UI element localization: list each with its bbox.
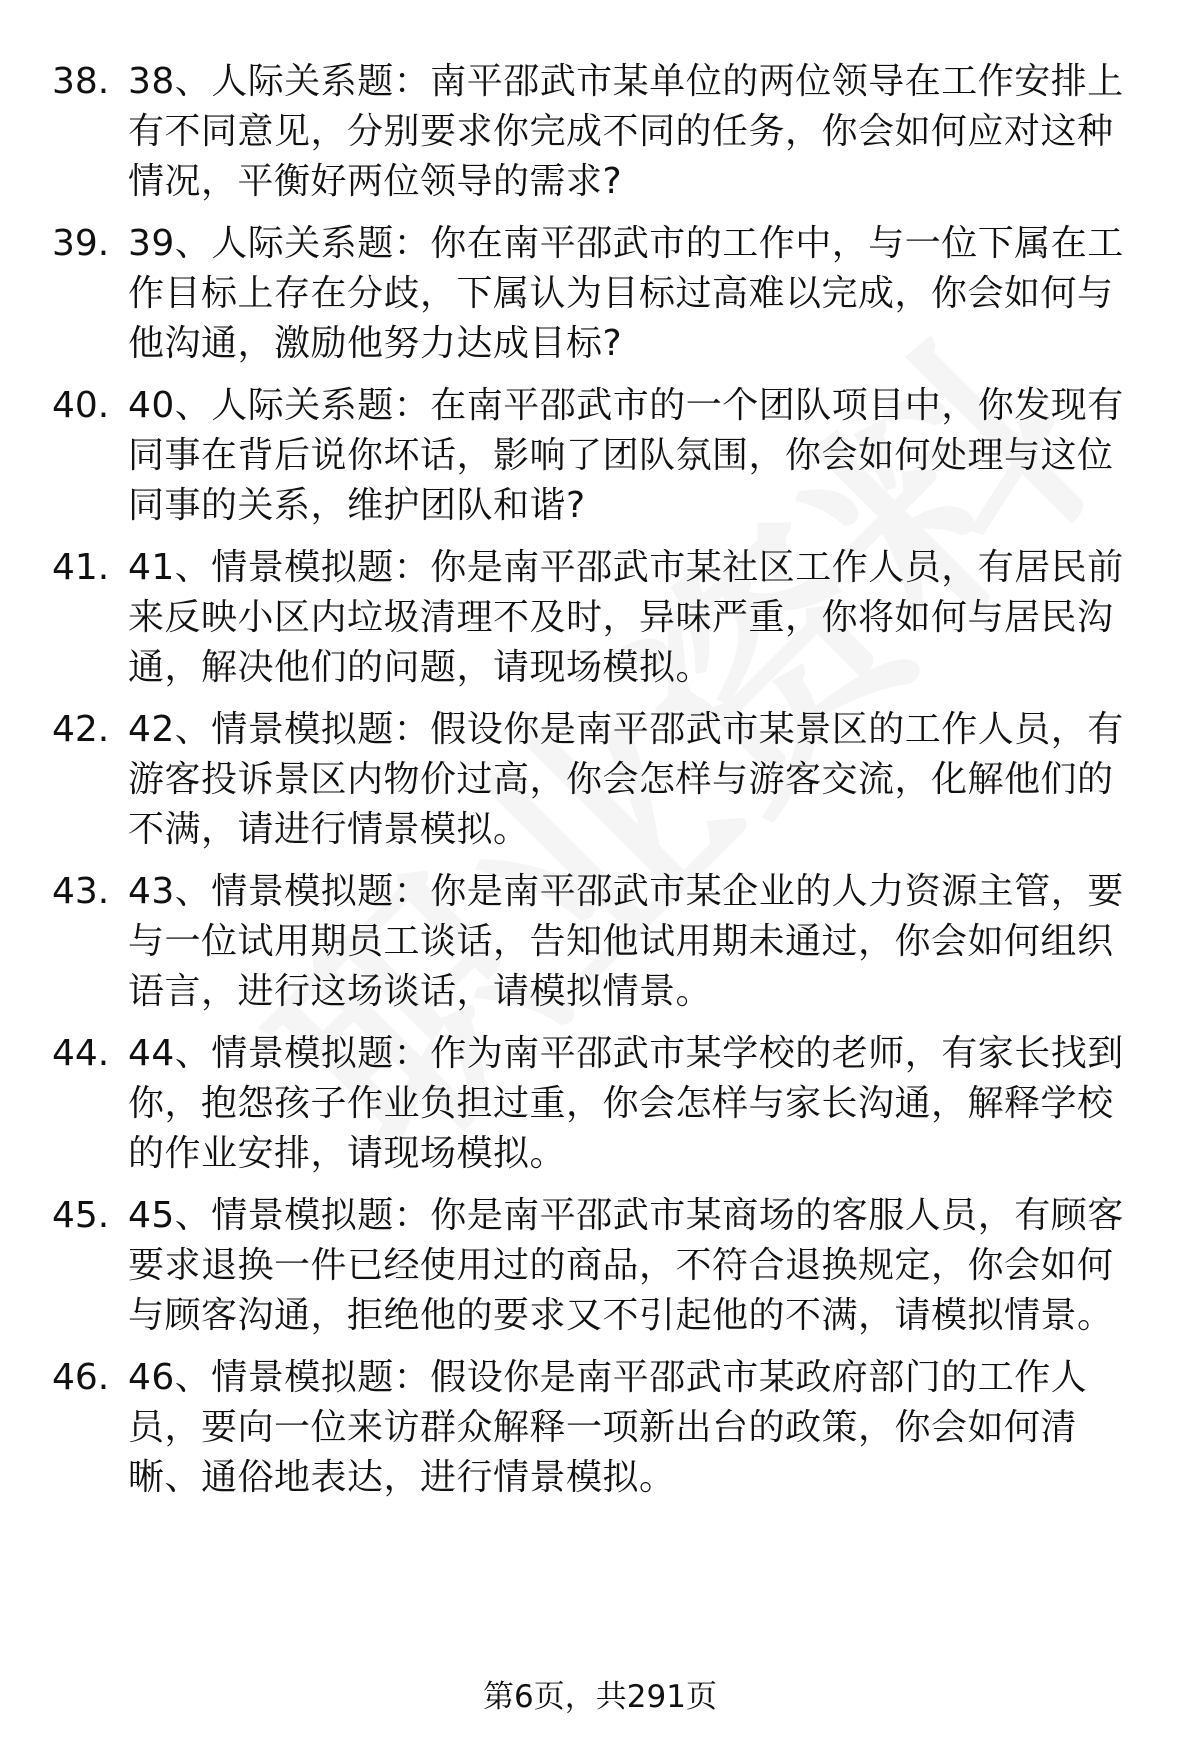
- item-number: 45.: [52, 1195, 110, 1236]
- item-text: 45、情景模拟题：你是南平邵武市某商场的客服人员，有顾客要求退换一件已经使用过的商品，不符合退换规定，你会如何与顾客沟通，拒绝他的要求又不引起他的不满，请模拟情景。: [128, 1195, 1124, 1336]
- item-text: 40、人际关系题：在南平邵武市的一个团队项目中，你发现有同事在背后说你坏话，影响了团队氛围，你会如何处理与这位同事的关系，维护团队和谐?: [128, 385, 1124, 526]
- item-text: 42、情景模拟题：假设你是南平邵武市某景区的工作人员，有游客投诉景区内物价过高，你会怎样与游客交流，化解他们的不满，请进行情景模拟。: [128, 709, 1124, 850]
- item-text: 43、情景模拟题：你是南平邵武市某企业的人力资源主管，要与一位试用期员工谈话，告知他试用期未通过，你会如何组织语言，进行这场谈话，请模拟情景。: [128, 871, 1124, 1012]
- item-number: 40.: [52, 385, 110, 426]
- item-number: 46.: [52, 1357, 110, 1398]
- item-number: 42.: [52, 709, 110, 750]
- item-text: 44、情景模拟题：作为南平邵武市某学校的老师，有家长找到你，抱怨孩子作业负担过重，你会怎样与家长沟通，解释学校的作业安排，请现场模拟。: [128, 1033, 1124, 1174]
- item-text: 38、人际关系题：南平邵武市某单位的两位领导在工作安排上有不同意见，分别要求你完成不同的任务，你会如何应对这种情况，平衡好两位领导的需求?: [128, 61, 1124, 202]
- item-number: 41.: [52, 547, 110, 588]
- item-number: 39.: [52, 223, 110, 264]
- item-text: 39、人际关系题：你在南平邵武市的工作中，与一位下属在工作目标上存在分歧，下属认为目标过高难以完成，你会如何与他沟通，激励他努力达成目标?: [128, 223, 1124, 364]
- item-text: 41、情景模拟题：你是南平邵武市某社区工作人员，有居民前来反映小区内垃圾清理不及时，异味严重，你将如何与居民沟通，解决他们的问题，请现场模拟。: [128, 547, 1124, 688]
- item-text: 46、情景模拟题：假设你是南平邵武市某政府部门的工作人员，要向一位来访群众解释一项新出台的政策，你会如何清晰、通俗地表达，进行情景模拟。: [128, 1357, 1088, 1498]
- item-number: 43.: [52, 871, 110, 912]
- page-number-footer: 第6页，共291页: [483, 1679, 717, 1715]
- item-number: 44.: [52, 1033, 110, 1074]
- item-number: 38.: [52, 61, 110, 102]
